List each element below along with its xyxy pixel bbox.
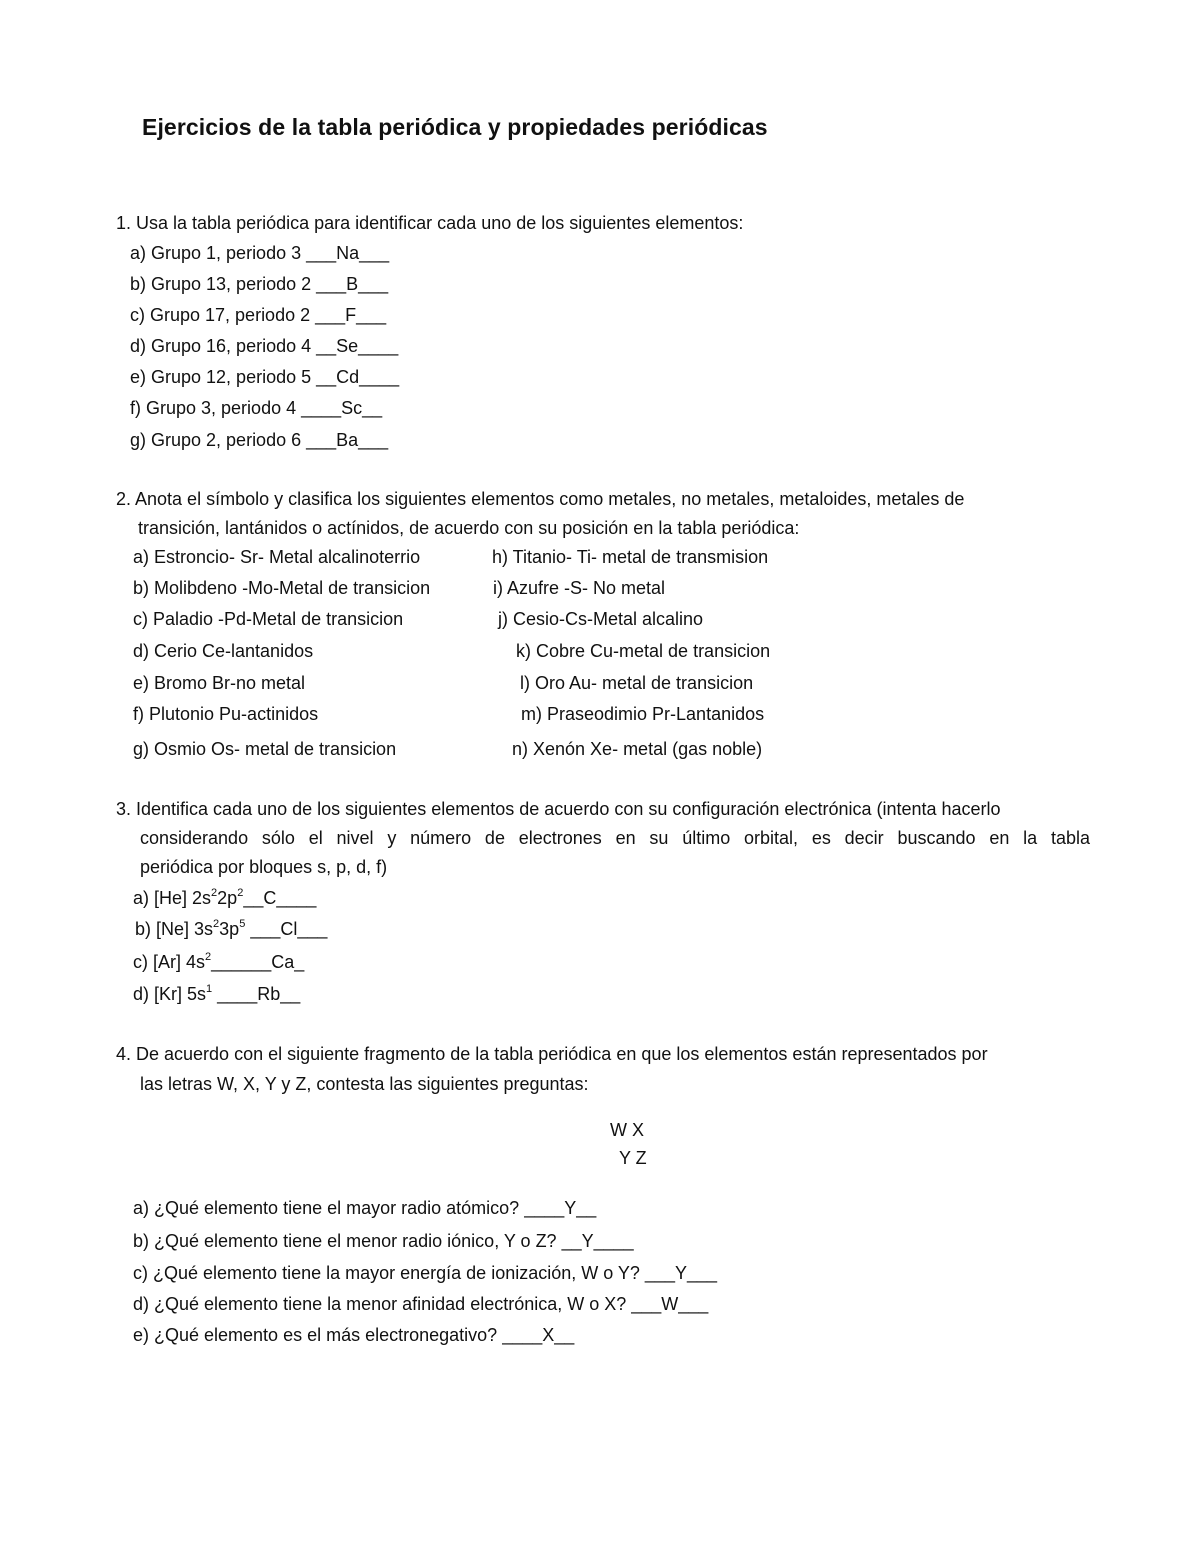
q3-b-exp2: 5 [239, 918, 246, 930]
q2-item-d: d) Cerio Ce-lantanidos [133, 641, 314, 661]
q3-item-a [133, 888, 316, 909]
q2-item-h: h) Titanio- Ti- metal de transmision [492, 547, 769, 567]
q3-b-exp1: 2 [213, 918, 220, 930]
q2-item-b: b) Molibdeno -Mo-Metal de transicion [133, 578, 431, 598]
q3-c-exp1: 2 [205, 951, 212, 963]
q3-a-text: a) [He] 2s [133, 888, 212, 908]
page-title: Ejercicios de la tabla periódica y propiedades periódicas [142, 114, 768, 140]
q3-prompt-line1: 3. Identifica cada uno de los siguientes elementos de acuerdo con su configuración electrónica (intenta hacerlo [116, 799, 1001, 819]
q2-item-f: f) Plutonio Pu-actinidos [133, 704, 319, 724]
q4-item-b: b) ¿Qué elemento tiene el menor radio iónico, Y o Z? __Y____ [133, 1231, 634, 1251]
q3-d-exp1: 1 [206, 983, 213, 995]
q4-item-d: d) ¿Qué elemento tiene la menor afinidad electrónica, W o X? ___W___ [133, 1294, 709, 1314]
q1-prompt: 1. Usa la tabla periódica para identificar cada uno de los siguientes elementos: [116, 213, 744, 233]
q2-item-l: l) Oro Au- metal de transicion [520, 673, 754, 693]
q1-item-b: b) Grupo 13, periodo 2 ___B___ [130, 274, 389, 294]
q3-item-c [133, 952, 304, 973]
q1-item-d: d) Grupo 16, periodo 4 __Se____ [130, 336, 399, 356]
q3-c-text: c) [Ar] 4s [133, 952, 206, 972]
q1-item-e: e) Grupo 12, periodo 5 __Cd____ [130, 367, 400, 387]
q2-item-i: i) Azufre -S- No metal [493, 578, 666, 598]
q4-fragment-row1: W X [610, 1120, 644, 1140]
q4-prompt-line2: las letras W, X, Y y Z, contesta las siguientes preguntas: [140, 1074, 589, 1094]
q3-a-exp2: 2 [237, 887, 244, 899]
q2-item-g: g) Osmio Os- metal de transicion [133, 739, 397, 759]
q2-item-k: k) Cobre Cu-metal de transicion [516, 641, 771, 661]
q2-item-e: e) Bromo Br-no metal [133, 673, 306, 693]
q2-prompt-line1: 2. Anota el símbolo y clasifica los siguientes elementos como metales, no metales, metaloides, metales de [116, 489, 965, 509]
q3-a-exp1: 2 [211, 887, 218, 899]
q3-c-answer: ______Ca_ [211, 952, 305, 972]
q1-item-g: g) Grupo 2, periodo 6 ___Ba___ [130, 430, 389, 450]
q3-a-answer: __C____ [243, 888, 317, 908]
q2-item-m: m) Praseodimio Pr-Lantanidos [521, 704, 765, 724]
q4-item-e: e) ¿Qué elemento es el más electronegativo? ____X__ [133, 1325, 575, 1345]
q4-item-a: a) ¿Qué elemento tiene el mayor radio atómico? ____Y__ [133, 1198, 597, 1218]
q1-item-c: c) Grupo 17, periodo 2 ___F___ [130, 305, 387, 325]
q3-d-text: d) [Kr] 5s [133, 984, 207, 1004]
q3-prompt-line3: periódica por bloques s, p, d, f) [140, 857, 388, 877]
q2-item-j: j) Cesio-Cs-Metal alcalino [498, 609, 704, 629]
q3-a-mid: 2p [217, 888, 238, 908]
q3-item-d [133, 984, 300, 1005]
q2-item-n: n) Xenón Xe- metal (gas noble) [512, 739, 763, 759]
q2-item-a: a) Estroncio- Sr- Metal alcalinoterrio [133, 547, 421, 567]
q1-item-f: f) Grupo 3, periodo 4 ____Sc__ [130, 398, 383, 418]
q1-item-a: a) Grupo 1, periodo 3 ___Na___ [130, 243, 390, 263]
q3-b-answer: ___Cl___ [245, 919, 328, 939]
q4-item-c: c) ¿Qué elemento tiene la mayor energía de ionización, W o Y? ___Y___ [133, 1263, 718, 1283]
q2-item-c: c) Paladio -Pd-Metal de transicion [133, 609, 404, 629]
q4-fragment-row2: Y Z [619, 1148, 647, 1168]
q3-prompt-line2: considerando sólo el nivel y número de electrones en su último orbital, es decir buscando en la tabla [140, 828, 1090, 848]
q3-b-mid: 3p [219, 919, 240, 939]
q2-prompt-line2: transición, lantánidos o actínidos, de acuerdo con su posición en la tabla periódica: [138, 518, 800, 538]
q3-b-text: b) [Ne] 3s [135, 919, 214, 939]
q3-item-b [135, 919, 327, 940]
q4-prompt-line1: 4. De acuerdo con el siguiente fragmento de la tabla periódica en que los elementos están representados por [116, 1044, 988, 1064]
q3-d-answer: ____Rb__ [212, 984, 301, 1004]
